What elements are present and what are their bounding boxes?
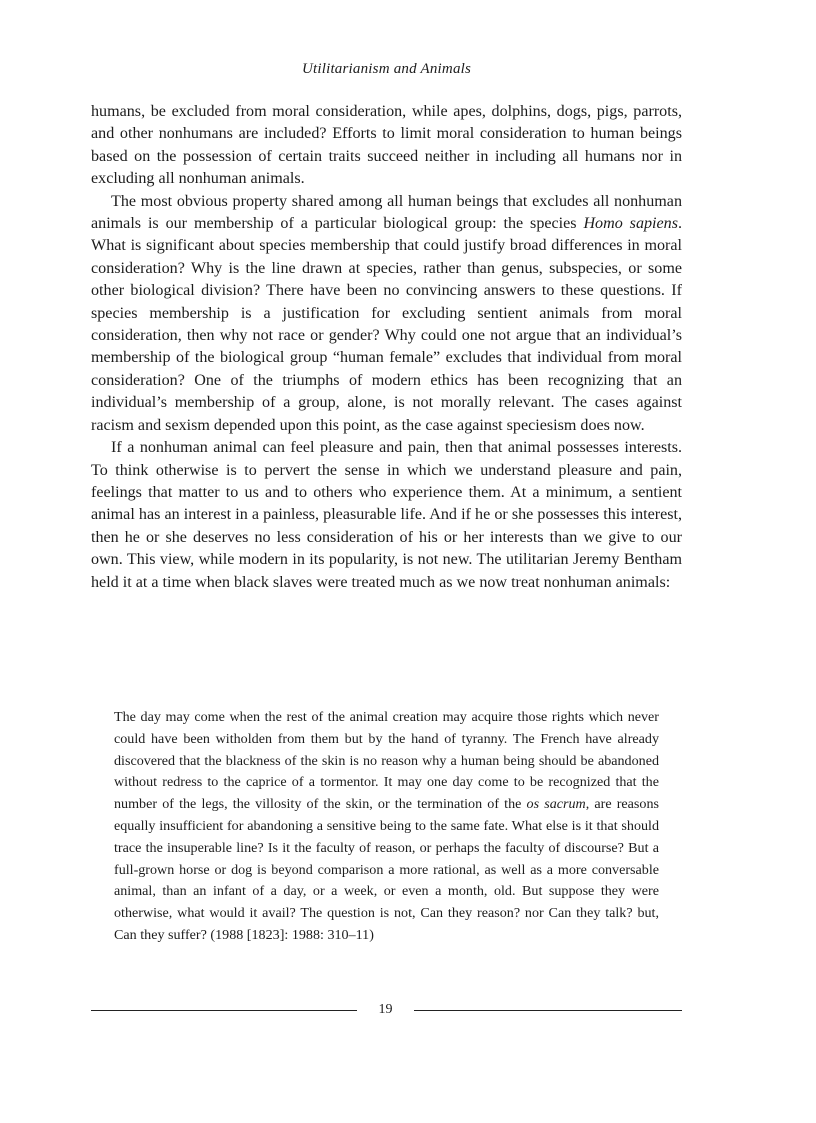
paragraph-interests: If a nonhuman animal can feel pleasure and pain, then that animal possesses interests. To think otherwise is to pervert the sense in which we understand pleasure and pain, feelings that matter to us and to others who experience them. At a minimum, a sentient animal has an interest in a painless, pleasurable life. And if he or she possesses this interest, then he or she deserves no less consideration of his or her interests than we give to our own. This view, while modern in its popularity, is not new. The utilitarian Jeremy Bentham held it at a time when black slaves were treated much as we now treat nonhuman animals: [91, 439, 682, 591]
page-footer [91, 1002, 682, 1020]
block-quote-citation: (1988 [1823]: 1988: 310–11) [210, 926, 374, 943]
page-number: 19 [378, 1002, 393, 1017]
bentham-block-quote [114, 707, 659, 947]
footer-rule-left [91, 1010, 357, 1011]
block-quote-text-before: The day may come when the rest of the animal creation may acquire those rights which never could have been witholden from them but by the hand of tyranny. The French have already discovered that the blackness of the skin is no reason why a human being should be abandoned without redress to the caprice of a tormentor. It may one day come to be recognized that the number of the legs, the villosity of the skin, or the termination of the [114, 709, 659, 813]
body-text [91, 101, 682, 594]
paragraph-species-text-after: . What is significant about species membership that could justify broad differences in moral consideration? Why is the line drawn at species, rather than genus, subspecies, or some other biological division? There have been no convincing answers to these questions. If species membership is a justification for excluding sentient animals from moral consideration, then why not race or gender? Why could one not argue that an individual’s membership of the biological group “human female” excludes that individual from moral consideration? One of the triumphs of modern ethics has been recognizing that an individual’s membership of a group, alone, is not morally relevant. The cases against racism and sexism depended upon this point, as the case against speciesism does now. [91, 215, 682, 434]
block-quote-paragraph [114, 707, 659, 947]
paragraph-species [91, 191, 682, 437]
running-head: Utilitarianism and Animals [301, 61, 472, 77]
block-quote-text-after: , are reasons equally insufficient for abandoning a sensitive being to the same fate. What else is it that should trace the insuperable line? Is it the faculty of reason, or perhaps the faculty of discourse? But a full-grown horse or dog is beyond comparison a more rational, as well as a more conversable animal, than an infant of a day, or a week, or even a month, old. But suppose they were otherwise, what would it avail? The question is not, Can they reason? nor Can they talk? but, Can they suffer? [114, 796, 659, 943]
os-sacrum-term: os sacrum [526, 796, 586, 813]
footer-rule-right [414, 1010, 682, 1011]
homo-sapiens-term: Homo sapiens [583, 215, 678, 233]
paragraph-continued: humans, be excluded from moral consideration, while apes, dolphins, dogs, pigs, parrots, and other nonhumans are included? Efforts to limit moral consideration to human beings based on the possession of certain traits succeed neither in including all humans nor in excluding all nonhuman animals. [91, 103, 682, 188]
paragraph-species-text-before: The most obvious property shared among all human beings that excludes all nonhuman animals is our membership of a particular biological group: the species [91, 192, 682, 233]
